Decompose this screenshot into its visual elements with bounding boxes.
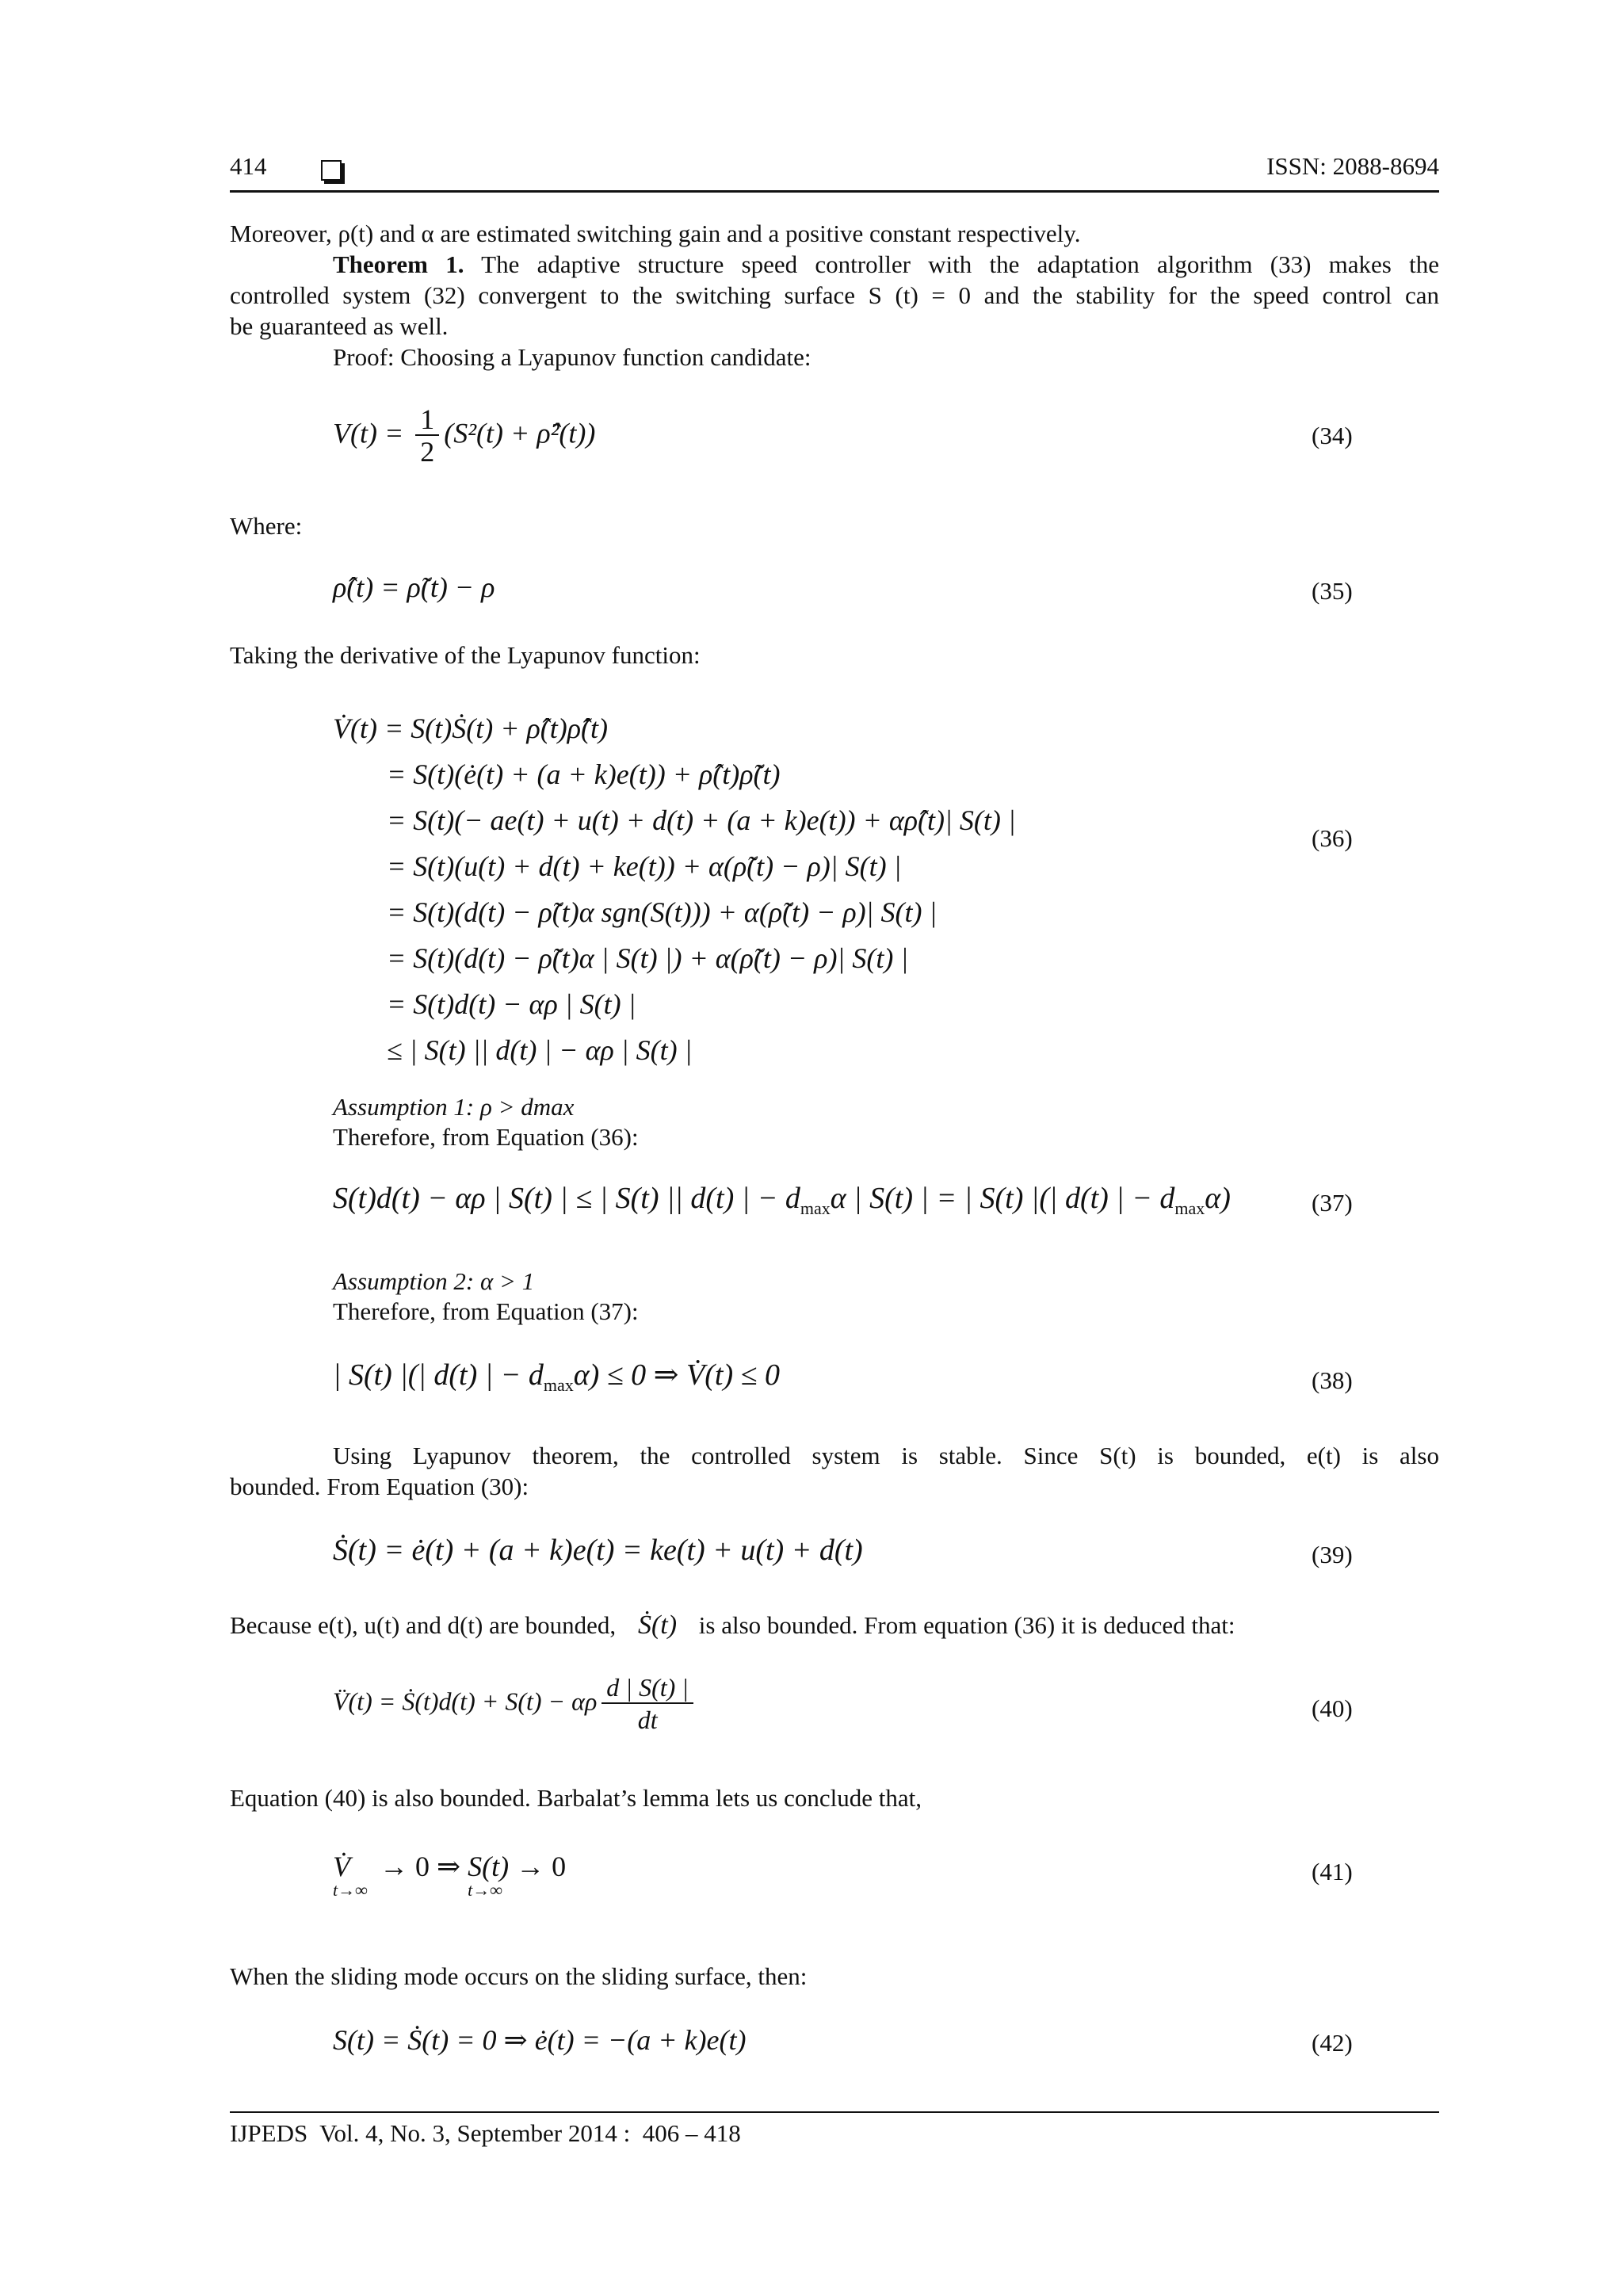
eq41-v-dot [333, 1850, 368, 1900]
eq34-rhs: (S²(t) + ρ̂²(t)) [444, 417, 596, 449]
because-text-b: is also bounded. From equation (36) it is deduced that: [698, 1611, 1235, 1639]
paragraph-moreover: Moreover, ρ(t) and α are estimated switching gain and a positive constant respectively. [230, 220, 1081, 247]
because-text-a: Because e(t), u(t) and d(t) are bounded, [230, 1611, 617, 1639]
eq40-numerator: d | S(t) | [601, 1672, 693, 1704]
header-rule [230, 190, 1439, 193]
assumption-1: Assumption 1: ρ > dmax [333, 1093, 575, 1121]
eq36-line-1: V̇(t) = S(t)Ṡ(t) + ρ̂(t)ρ̂̇(t) [333, 712, 609, 744]
eqnum-39: (39) [1312, 1541, 1353, 1568]
inline-s-dot: Ṡ(t) [637, 1610, 678, 1640]
theorem-label: Theorem 1. [333, 250, 464, 278]
eq40-lhs: V̈(t) = Ṡ(t)d(t) + S(t) − αρ [333, 1687, 598, 1716]
eq36-line-8: ≤ | S(t) || d(t) | − αρ | S(t) | [387, 1034, 693, 1066]
eq41-end: → 0 [516, 1851, 567, 1882]
footer-rule [230, 2111, 1439, 2113]
eq40-denominator: dt [637, 1706, 658, 1734]
eqnum-42: (42) [1312, 2029, 1353, 2057]
eq34-denominator: 2 [420, 436, 435, 468]
eqnum-40: (40) [1312, 1694, 1353, 1722]
eq38-part-b: α) ≤ 0 ⇒ V̇(t) ≤ 0 [573, 1358, 780, 1392]
lyapunov-line-2: bounded. From Equation (30): [230, 1473, 529, 1500]
eq41-limit-1: t→∞ [333, 1880, 368, 1900]
eq36-line-4: = S(t)(u(t) + d(t) + ke(t)) + α(ρ̃(t) − ρ)| S(t) | [387, 850, 902, 882]
equation-42: S(t) = Ṡ(t) = 0 ⇒ ė(t) = −(a + k)e(t) [333, 2024, 747, 2056]
theorem-line-1 [333, 250, 1439, 281]
equation-40 [333, 1672, 698, 1736]
eq37-part-b: α | S(t) | = | S(t) |(| d(t) | − d [830, 1182, 1175, 1215]
equation-37 [333, 1181, 1231, 1219]
lyapunov-line-1: Using Lyapunov theorem, the controlled system is stable. Since S(t) is bounded, e(t) is also [333, 1442, 1439, 1469]
theorem-text-1: The adaptive structure speed controller with the adaptation algorithm (33) makes the [481, 250, 1439, 278]
eq36-line-2: = S(t)(ė(t) + (a + k)e(t)) + ρ̂(t)ρ̃̇(t) [387, 758, 781, 790]
theorem-line-2: controlled system (32) convergent to the switching surface S (t) = 0 and the stability for the speed control can [230, 281, 1439, 309]
therefore-37: Therefore, from Equation (37): [333, 1297, 639, 1325]
equation-41 [333, 1850, 567, 1900]
checkbox-icon [321, 157, 342, 185]
eq36-line-3: = S(t)(− ae(t) + u(t) + d(t) + (a + k)e(t)) + αρ̂(t)| S(t) | [387, 804, 1016, 836]
eq38-part-a: | S(t) |(| d(t) | − d [333, 1358, 544, 1392]
eqnum-37: (37) [1312, 1189, 1353, 1217]
equation-38 [333, 1357, 780, 1396]
equation-39: Ṡ(t) = ė(t) + (a + k)e(t) = ke(t) + u(t) + d(t) [333, 1534, 863, 1567]
assumption-2: Assumption 2: α > 1 [333, 1267, 535, 1295]
eq37-sub-1: max [800, 1198, 831, 1218]
eq41-s-text: S(t) [468, 1851, 510, 1882]
eqnum-38: (38) [1312, 1366, 1353, 1394]
eqnum-36: (36) [1312, 824, 1353, 852]
eq41-limit-2: t→∞ [468, 1880, 502, 1900]
because-line [230, 1610, 1235, 1641]
eq41-mid: → 0 ⇒ [380, 1851, 461, 1882]
therefore-36: Therefore, from Equation (36): [333, 1123, 639, 1151]
eq37-sub-2: max [1174, 1198, 1205, 1218]
eq37-part-a: S(t)d(t) − αρ | S(t) | ≤ | S(t) || d(t) | − d [333, 1182, 800, 1215]
eq34-fraction [415, 404, 439, 468]
eq36-line-6: = S(t)(d(t) − ρ̃(t)α | S(t) |) + α(ρ̃(t) − ρ)| S(t) | [387, 942, 909, 974]
page-number: 414 [230, 152, 267, 180]
eq36-line-7: = S(t)d(t) − αρ | S(t) | [387, 988, 636, 1020]
eq40-fraction [601, 1672, 693, 1736]
eq41-s [468, 1850, 510, 1900]
where-text: Where: [230, 512, 303, 540]
issn: ISSN: 2088-8694 [1266, 152, 1439, 180]
eq38-sub: max [543, 1375, 574, 1395]
barbalat-text: Equation (40) is also bounded. Barbalat’s lemma lets us conclude that, [230, 1784, 922, 1812]
equation-35: ρ̂(t) = ρ̃(t) − ρ [333, 571, 495, 603]
equation-36 [333, 705, 1016, 1073]
taking-derivative-text: Taking the derivative of the Lyapunov function: [230, 641, 701, 669]
theorem-line-3: be guaranteed as well. [230, 312, 449, 340]
sliding-text: When the sliding mode occurs on the sliding surface, then: [230, 1962, 808, 1990]
eq41-v: V̇ [333, 1851, 350, 1882]
proof-text: Proof: Choosing a Lyapunov function candidate: [333, 343, 812, 371]
eq34-lhs: V(t) = [333, 417, 411, 449]
eqnum-35: (35) [1312, 577, 1353, 605]
eq36-line-5: = S(t)(d(t) − ρ̃(t)α sgn(S(t))) + α(ρ̃(t) − ρ)| S(t) | [387, 896, 938, 928]
eqnum-34: (34) [1312, 422, 1353, 449]
equation-34 [333, 404, 595, 468]
eqnum-41: (41) [1312, 1858, 1353, 1885]
eq37-part-c: α) [1205, 1182, 1231, 1215]
footer-citation: IJPEDS Vol. 4, No. 3, September 2014 : 406 – 418 [230, 2119, 741, 2147]
eq34-numerator: 1 [415, 404, 439, 436]
